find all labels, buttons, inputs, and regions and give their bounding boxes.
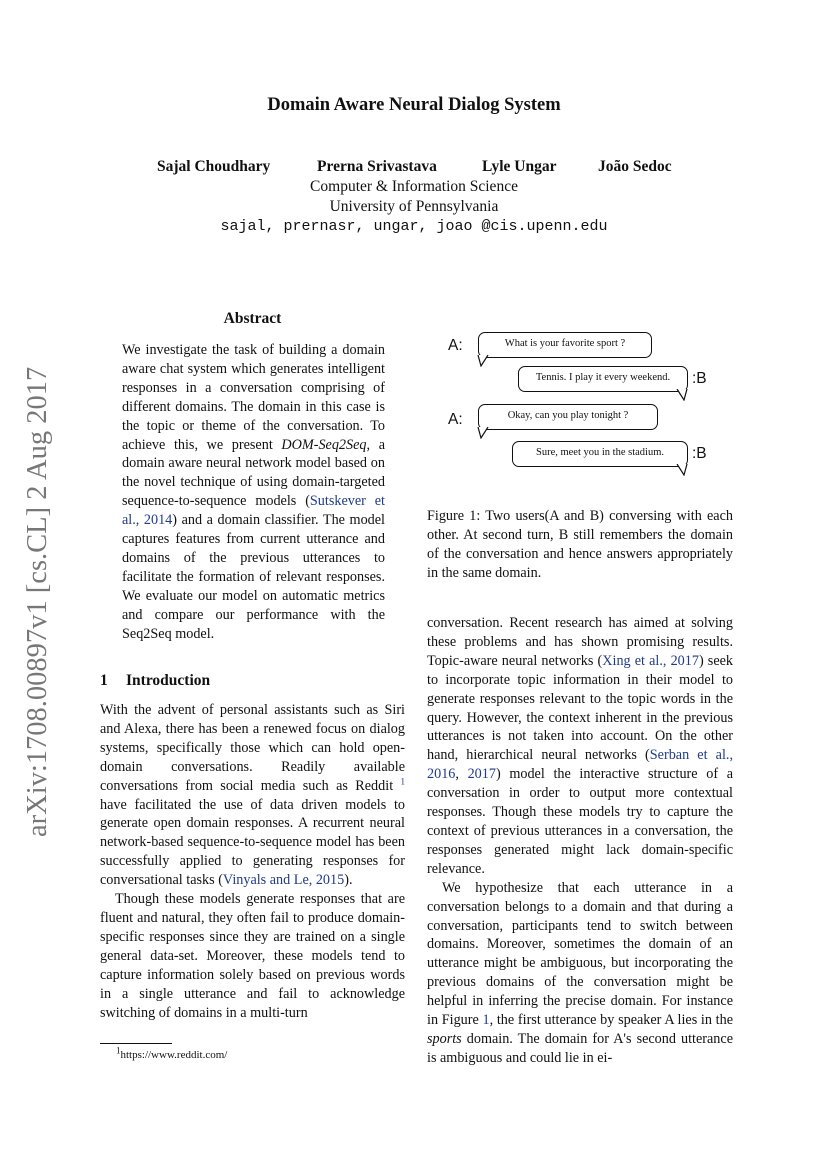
speaker-a-label: A: bbox=[448, 411, 463, 428]
author-name: Prerna Srivastava bbox=[317, 158, 437, 175]
speaker-b-label: :B bbox=[692, 445, 707, 462]
chat-bubble: Sure, meet you in the stadium. bbox=[512, 441, 688, 467]
speaker-a-label: A: bbox=[448, 337, 463, 354]
figure-reference-link[interactable]: 1 bbox=[482, 1012, 490, 1029]
author-name: João Sedoc bbox=[598, 158, 672, 175]
section-number: 1 bbox=[100, 672, 108, 689]
footnote bbox=[116, 1045, 228, 1061]
bubble-tail-icon bbox=[676, 389, 688, 401]
footnote-divider bbox=[100, 1043, 172, 1044]
footnote-url: https://www.reddit.com/ bbox=[120, 1049, 228, 1061]
section-title: Introduction bbox=[126, 672, 211, 689]
bubble-tail-icon bbox=[676, 464, 688, 476]
chat-bubble: Okay, can you play tonight ? bbox=[478, 404, 658, 430]
section-heading bbox=[100, 672, 210, 690]
figure-caption: Figure 1: Two users(A and B) conversing with each other. At second turn, B still remembers the domain of the conversation and hence answers appropriately in the same domain. bbox=[427, 508, 733, 581]
citation-link[interactable]: Serban et al., 2016 bbox=[427, 747, 734, 783]
citation-link[interactable]: Vinyals and Le, 2015 bbox=[222, 872, 345, 889]
arxiv-identifier: arXiv:1708.00897v1 [cs.CL] 2 Aug 2017 bbox=[22, 366, 53, 838]
bubble-tail-icon bbox=[477, 427, 489, 439]
affiliation-department: Computer & Information Science bbox=[310, 178, 518, 195]
paper-title: Domain Aware Neural Dialog System bbox=[267, 95, 561, 115]
author-name: Sajal Choudhary bbox=[157, 158, 271, 175]
abstract-text: We investigate the task of building a domain aware chat system which generates intelligent responses in a conversation comprising of different domains. The domain in this case is the topic or theme of the conversation. To achieve this, we present DOM-Seq2Seq, a domain aware neural network model based on the novel technique of using domain-targeted sequence-to-sequence models (Sutskever et al., 2014) and a domain classifier. The model captures features from current utterance and domains of the previous utterances to facilitate the formation of relevant responses. We evaluate our model on automatic metrics and compare our performance with the Seq2Seq model. bbox=[122, 342, 385, 642]
chat-bubble: Tennis. I play it every weekend. bbox=[518, 366, 688, 392]
bubble-tail-icon bbox=[477, 355, 489, 367]
footnote-number: 1 bbox=[116, 1045, 121, 1056]
speaker-b-label: :B bbox=[692, 370, 707, 387]
affiliation-university: University of Pennsylvania bbox=[329, 198, 499, 215]
citation-link[interactable]: Xing et al., 2017 bbox=[602, 652, 699, 669]
intro-text: With the advent of personal assistants such as Siri and Alexa, there has been a renewed focus on dialog systems, specifically those which can hold open-domain conversations. Readily available conversations from social media such as Reddit $^1$ have facilitated the use of data driven models to generate open domain responses. A recurrent neural network-based sequence-to-sequence model has been successfully applied to generating responses for conversational tasks (Vinyals and Le, 2015). Though these models generate responses that are fluent and natural, they often fail to produce domain-specific responses since they are trained on a single general data-set. Moreover, these models tend to capture information solely based on previous words in a single utterance and fail to acknowledge switching of domains in a multi-turn bbox=[100, 702, 405, 1021]
chat-bubble: What is your favorite sport ? bbox=[478, 332, 652, 358]
author-emails: sajal, prernasr, ungar, joao @cis.upenn.edu bbox=[220, 218, 608, 235]
paragraph: Though these models generate responses that are fluent and natural, they often fail to produce domain-specific responses since they are trained on a single general data-set. Moreover, these models tend to capture information solely based on previous words in a single utterance and fail to acknowledge switching of domains in a multi-turn bbox=[100, 891, 405, 1021]
model-name: DOM-Seq2Seq bbox=[281, 436, 367, 453]
abstract-heading: Abstract bbox=[223, 310, 282, 327]
citation-link[interactable]: 2017 bbox=[467, 766, 496, 783]
author-name: Lyle Ungar bbox=[482, 158, 557, 175]
figure-conversation bbox=[428, 325, 738, 475]
footnote-marker[interactable]: 1 bbox=[400, 775, 405, 786]
domain-name: sports bbox=[427, 1030, 462, 1047]
right-column-text: conversation. Recent research has aimed at solving these problems and has shown promising results. Topic-aware neural networks (Xing et al., 2017) seek to incorporate topic information in their model to generate responses relevant to the topic words in the query. However, the context inherent in the previous utterances is not taken into account. On the other hand, hierarchical neural networks (Serban et al., 2016, 2017) model the interactive structure of a conversation in order to output more contextual responses. Though these models try to capture the context of previous utterances in a conversation, the responses generated might lack domain-specific relevance. We hypothesize that each utterance in a conversation belongs to a domain and that during a conversation, participants tend to switch between domains. Moreover, sometimes the domain of an utterance might be ambiguous, but incorporating the previous domains of the conversation might be helpful in inferring the precise domain. For instance in Figure 1, the first utterance by speaker A lies in the sports domain. The domain for A's second utterance is ambiguous and could lie in ei- bbox=[427, 615, 734, 1066]
citation-link[interactable]: Sutskever et al., 2014 bbox=[122, 493, 385, 529]
